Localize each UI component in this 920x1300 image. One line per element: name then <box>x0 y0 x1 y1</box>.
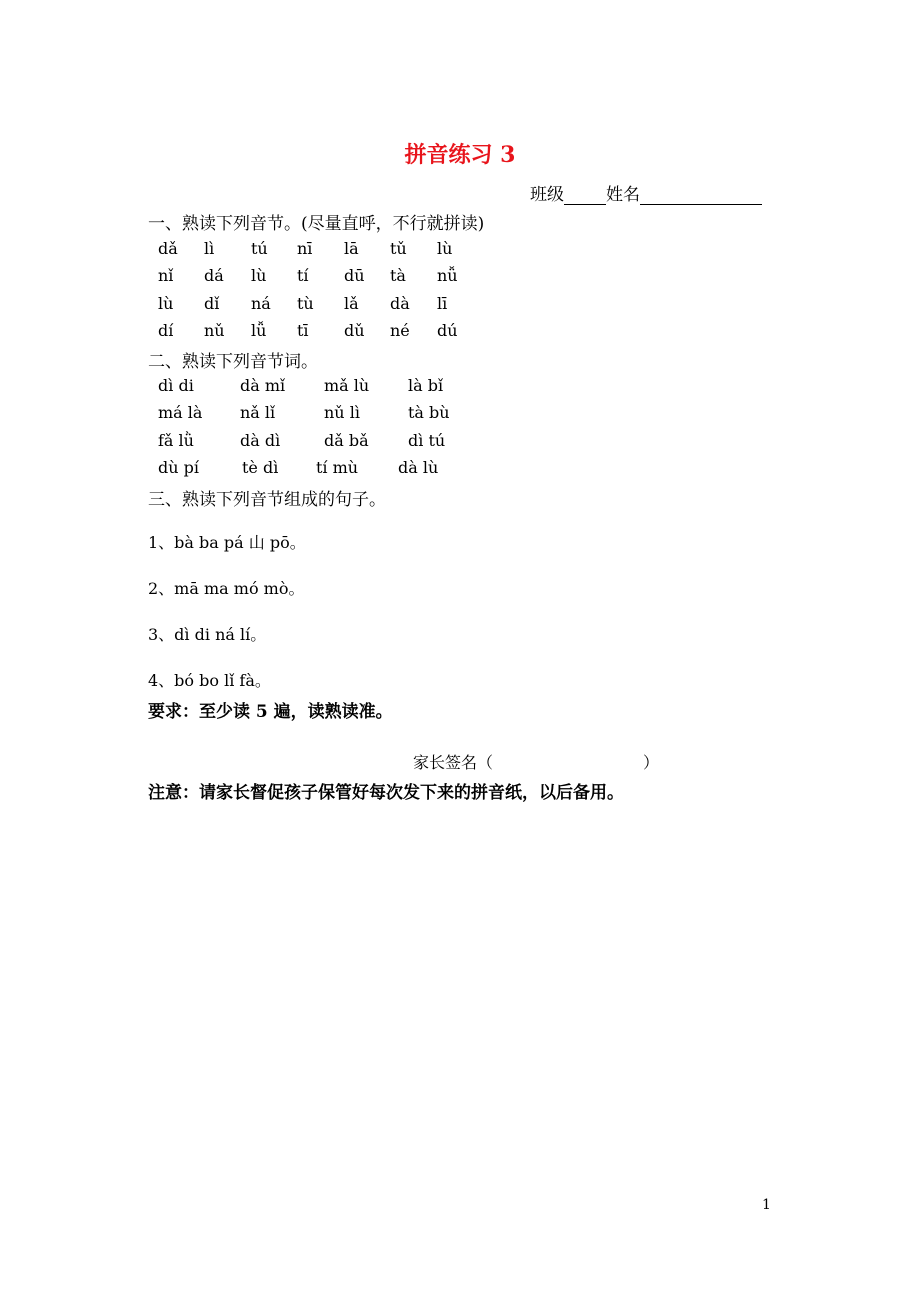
signature-close: ） <box>643 753 660 772</box>
syllable: lù <box>158 294 174 313</box>
syllable: nǐ <box>158 266 174 285</box>
syllable: tí <box>297 266 309 285</box>
syllable: lǚ <box>251 321 267 340</box>
syllable: tù <box>297 294 314 313</box>
syllable-word: dǎ bǎ <box>324 431 369 450</box>
syllable-word: dì di <box>158 376 194 395</box>
syllable: lā <box>344 239 359 258</box>
syllable: lī <box>437 294 448 313</box>
syllable-word: dà dì <box>240 431 281 450</box>
syllable: dǐ <box>204 294 220 313</box>
syllable: tǔ <box>390 239 407 258</box>
syllable: lù <box>251 266 267 285</box>
section1-heading: 一、熟读下列音节。(尽量直呼，不行就拼读) <box>148 214 485 234</box>
syllable: tī <box>297 321 309 340</box>
signature-label: 家长签名（ <box>413 753 494 772</box>
syllable: tú <box>251 239 268 258</box>
name-label: 姓名 <box>606 185 640 205</box>
syllable: nǚ <box>437 266 458 285</box>
sentence: 3、dì di ná lí。 <box>148 625 267 644</box>
syllable-word: dà lù <box>398 458 439 477</box>
syllable: dū <box>344 266 365 285</box>
syllable: ná <box>251 294 271 313</box>
syllable: dǎ <box>158 239 178 258</box>
syllable: nǔ <box>204 321 225 340</box>
syllable-word: nǔ lì <box>324 403 360 422</box>
syllable: dú <box>437 321 458 340</box>
syllable-word: dù pí <box>158 458 199 477</box>
class-label: 班级 <box>530 185 564 205</box>
parent-signature <box>413 750 659 773</box>
page-title: 拼音练习 3 <box>404 142 516 168</box>
class-blank[interactable] <box>564 186 606 205</box>
syllable-word: là bǐ <box>408 376 444 395</box>
syllable: né <box>390 321 410 340</box>
syllable-word: dà mǐ <box>240 376 286 395</box>
sentence: 2、mā ma mó mò。 <box>148 579 305 598</box>
sentence: 1、bà ba pá 山 pō。 <box>148 533 306 552</box>
syllable-word: nǎ lǐ <box>240 403 276 422</box>
syllable: dǔ <box>344 321 365 340</box>
syllable: nī <box>297 239 313 258</box>
syllable: lù <box>437 239 453 258</box>
syllable: dà <box>390 294 410 313</box>
syllable-word: tí mù <box>316 458 359 477</box>
syllable-word: fǎ lǜ <box>158 431 194 450</box>
class-name-line <box>530 180 762 205</box>
section3-heading: 三、熟读下列音节组成的句子。 <box>148 490 386 510</box>
syllable-word: má là <box>158 403 203 422</box>
name-blank[interactable] <box>640 186 762 205</box>
syllable-word: mǎ lù <box>324 376 370 395</box>
section2-heading: 二、熟读下列音节词。 <box>148 352 318 372</box>
syllable: lǎ <box>344 294 359 313</box>
syllable: dí <box>158 321 174 340</box>
note-text: 注意：请家长督促孩子保管好每次发下来的拼音纸，以后备用。 <box>148 783 624 803</box>
sentence: 4、bó bo lǐ fà。 <box>148 671 271 690</box>
syllable-word: tè dì <box>242 458 279 477</box>
syllable: tà <box>390 266 406 285</box>
requirement-text: 要求：至少读 5 遍，读熟读准。 <box>148 702 393 722</box>
page-number: 1 <box>762 1197 771 1213</box>
syllable-word: dì tú <box>408 431 446 450</box>
syllable: lì <box>204 239 215 258</box>
syllable: dá <box>204 266 224 285</box>
syllable-word: tà bù <box>408 403 450 422</box>
